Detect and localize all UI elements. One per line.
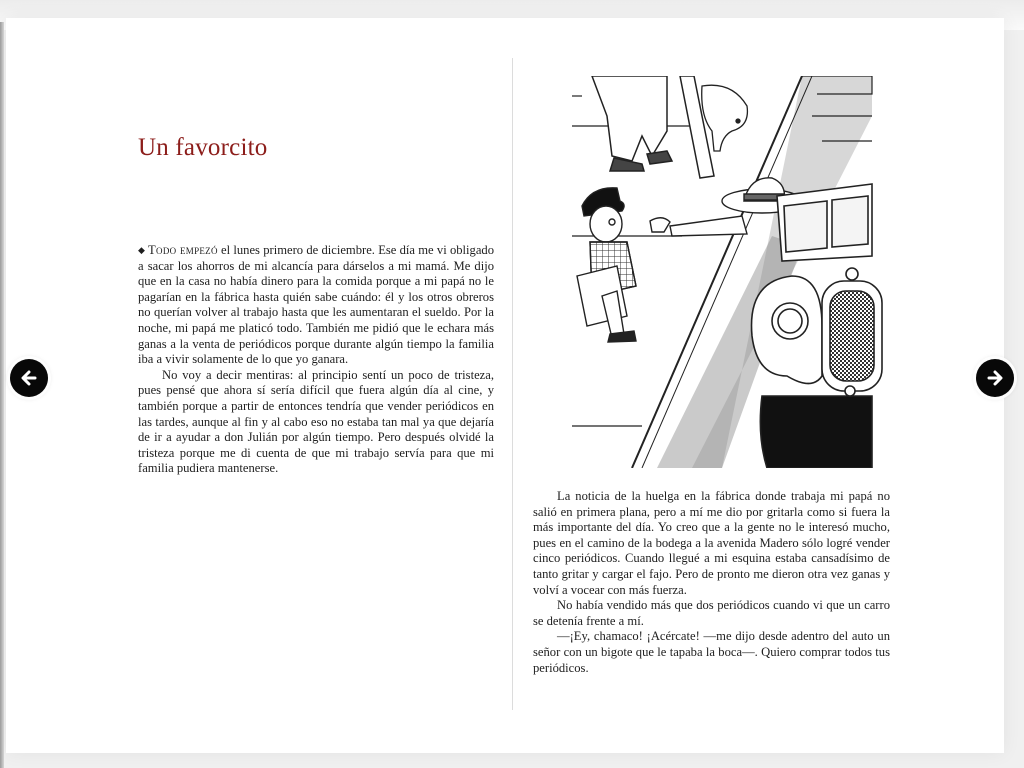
newsboy (577, 188, 670, 342)
previous-page-button[interactable] (10, 359, 48, 397)
book-left-edge (0, 22, 4, 768)
newsboy-car-illustration (572, 76, 890, 468)
vintage-car (752, 184, 883, 468)
pedestrian-legs (592, 76, 672, 171)
dingbat-icon: ◆ (138, 245, 146, 255)
arrow-right-icon (985, 368, 1005, 388)
dog (702, 85, 748, 151)
paragraph: No voy a decir mentiras: al principio sentí un poco de tristeza, pues pensé que ahora sí sería difícil que fuera algún día al cine, y también porque a partir de entonces tendría que vender periódicos en las tardes, aunque al fin y al cabo eso no estaba tan mal ya que dejaría de ir a ayudar a don Julián por algún tiempo. Pero después olvidé la tristeza porque me di cuenta de que mi trabajo servía para que mi familia pudiera mantenerse. (138, 367, 494, 476)
paragraph-text: el lunes primero de diciembre. Ese día me vi obligado a sacar los ahorros de mi alcancía para dárselos a mi mamá. Me dijo que en la casa no había dinero para la comida porque a mi papá no le pagarían en la fábrica hasta quién sabe cuándo: él y los otros obreros no querían volver al trabajo hasta que les aumentaran el sueldo. Por la noche, mi papá me platicó todo. También me pidió que le echara más ganas a la venta de periódicos porque durante algún tiempo la familia iba a vivir solamente de lo que yo ganara. (138, 243, 495, 367)
right-page-text (533, 489, 890, 676)
next-page-button[interactable] (976, 359, 1014, 397)
left-page-text (138, 243, 494, 477)
paragraph: La noticia de la huelga en la fábrica donde trabaja mi papá no salió en primera plana, pero a mí me dio por gritarla como si fuera la más importante del día. Yo creo que a la gente no le interesó mucho, pues en el camino de la bodega a la avenida Madero sólo logré vender cinco periódicos. Cuando llegué a mi esquina estaba cansadísimo de tanto gritar y cargar el fajo. Pero de pronto me dieron otra vez ganas y volví a vocear con más fuerza. (533, 489, 890, 597)
page-gutter (512, 58, 513, 710)
paragraph (138, 243, 494, 368)
chapter-title: Un favorcito (138, 134, 268, 161)
opening-words: Todo empezó (148, 243, 218, 257)
paragraph: —¡Ey, chamaco! ¡Acércate! —me dijo desde adentro del auto un señor con un bigote que le tapaba la boca—. Quiero comprar todos tus periódicos. (533, 629, 890, 675)
arrow-left-icon (19, 368, 39, 388)
paragraph: No había vendido más que dos periódicos cuando vi que un carro se detenía frente a mí. (533, 598, 890, 628)
